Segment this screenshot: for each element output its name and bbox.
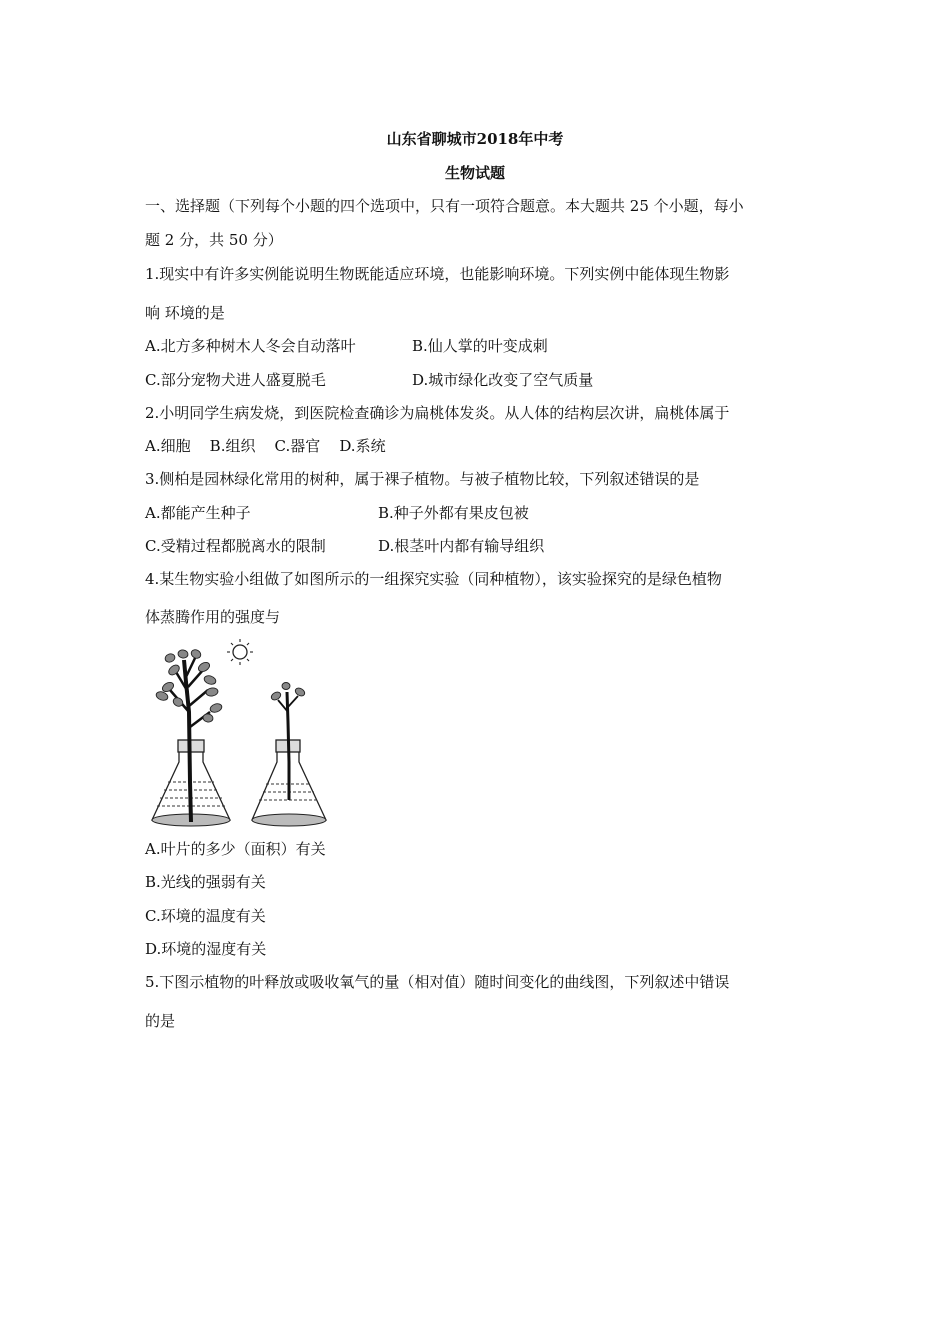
question-3-stem: 3.侧柏是园林绿化常用的树种，属于裸子植物。与被子植物比较，下列叙述错误的是	[145, 470, 700, 488]
question-1-option-b: B.仙人掌的叶变成刺	[412, 337, 548, 355]
section-instructions-line2: 题 2 分，共 50 分）	[145, 231, 283, 249]
question-4-stem: 4.某生物实验小组做了如图所示的一组探究实验（同种植物），该实验探究的是绿色植物	[145, 570, 722, 588]
question-2-stem: 2.小明同学生病发烧，到医院检查确诊为扁桃体发炎。从人体的结构层次讲，扁桃体属于	[145, 404, 730, 422]
question-4-option-a: A.叶片的多少（面积）有关	[145, 840, 326, 858]
question-5-stem: 5.下图示植物的叶释放或吸收氧气的量（相对值）随时间变化的曲线图，下列叙述中错误	[145, 973, 730, 991]
question-3-option-d: D.根茎叶内都有输导组织	[378, 537, 545, 555]
exam-subtitle: 生物试题	[444, 164, 505, 182]
experiment-figure	[148, 632, 348, 832]
question-4-option-b: B.光线的强弱有关	[145, 873, 266, 891]
question-3-option-a: A.都能产生种子	[145, 504, 251, 522]
exam-title: 山东省聊城市2018年中考	[386, 130, 564, 148]
question-3-option-c: C.受精过程都脱离水的限制	[145, 537, 326, 555]
sun-icon	[227, 639, 253, 665]
question-1-option-d: D.城市绿化改变了空气质量	[412, 371, 594, 389]
plant-right-icon	[270, 683, 306, 801]
plant-left-icon	[155, 648, 223, 822]
question-1-stem-cont: 响 环境的是	[145, 304, 225, 322]
question-2-options: A.细胞 B.组织 C.器官 D.系统	[145, 437, 386, 455]
question-4-stem-cont: 体蒸腾作用的强度与	[145, 608, 281, 626]
question-1-stem: 1.现实中有许多实例能说明生物既能适应环境，也能影响环境。下列实例中能体现生物影	[145, 265, 730, 283]
question-1-option-c: C.部分宠物犬进人盛夏脱毛	[145, 371, 326, 389]
question-1-option-a: A.北方多种树木人冬会自动落叶	[145, 337, 356, 355]
question-4-option-c: C.环境的温度有关	[145, 907, 266, 925]
section-instructions-line1: 一、选择题（下列每个小题的四个选项中，只有一项符合题意。本大题共 25 个小题，每小	[145, 197, 744, 215]
question-4-option-d: D.环境的湿度有关	[145, 940, 267, 958]
question-5-stem-cont: 的是	[145, 1012, 176, 1030]
question-3-option-b: B.种子外都有果皮包被	[378, 504, 529, 522]
